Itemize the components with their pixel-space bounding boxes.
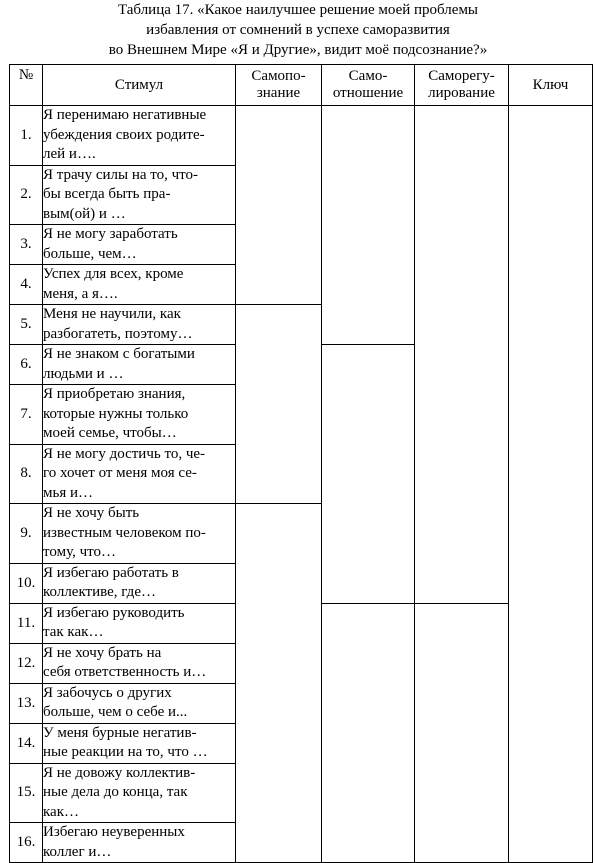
row-number: 7. [10,385,43,445]
row-number: 9. [10,504,43,564]
header-row [10,65,593,106]
stimulus-cell: Я не могу заработать больше, чем… [43,225,236,265]
table-row [10,106,593,166]
table-caption [0,0,596,60]
self-attitude-cell [322,106,415,345]
stimulus-cell: Я приобретаю знания, которые нужны только моей семье, чтобы… [43,385,236,445]
stimulus-cell: Я избегаю работать в коллективе, где… [43,563,236,603]
row-number: 4. [10,265,43,305]
row-number: 14. [10,723,43,763]
stimulus-cell: У меня бурные негатив- ные реакции на то, что … [43,723,236,763]
stimulus-cell: Я не довожу коллектив- ные дела до конца, так как… [43,763,236,823]
row-number: 10. [10,563,43,603]
stimulus-cell: Успех для всех, кроме меня, а я…. [43,265,236,305]
caption-line-3: во Внешнем Мире «Я и Другие», видит моё подсознание?» [108,42,488,58]
row-number: 12. [10,643,43,683]
self-knowledge-cell [236,504,322,863]
stimulus-cell: Избегаю неуверенных коллег и… [43,823,236,863]
row-number: 2. [10,165,43,225]
stimulus-cell: Я не знаком с богатыми людьми и … [43,345,236,385]
self-knowledge-cell [236,106,322,305]
stimulus-cell: Я трачу силы на то, что- бы всегда быть пра- вым(ой) и … [43,165,236,225]
self-regulation-cell [415,106,509,604]
stimulus-cell: Я не хочу быть известным человеком по- тому, что… [43,504,236,564]
caption-line-1: Таблица 17. «Какое наилучшее решение моей проблемы [117,2,479,18]
header-self-attitude: Само- отношение [322,65,415,106]
row-number: 8. [10,444,43,504]
row-number: 3. [10,225,43,265]
row-number: 11. [10,603,43,643]
row-number: 1. [10,106,43,166]
header-stimulus: Стимул [43,65,236,106]
stimulus-cell: Я забочусь о других больше, чем о себе и... [43,683,236,723]
stimulus-cell: Я избегаю руководить так как… [43,603,236,643]
self-knowledge-cell [236,305,322,504]
row-number: 15. [10,763,43,823]
row-number: 16. [10,823,43,863]
self-regulation-cell [415,603,509,863]
row-number: 6. [10,345,43,385]
stimulus-cell: Я не хочу брать на себя ответственность и… [43,643,236,683]
stimulus-table [9,64,593,863]
stimulus-cell: Меня не научили, как разбогатеть, поэтому… [43,305,236,345]
self-attitude-cell [322,345,415,604]
header-self-regulation: Саморегу- лирование [415,65,509,106]
stimulus-cell: Я не могу достичь то, че- го хочет от меня моя се- мья и… [43,444,236,504]
row-number: 5. [10,305,43,345]
caption-line-2: избавления от сомнений в успехе саморазвития [146,22,450,38]
header-self-knowledge: Самопо- знание [236,65,322,106]
row-number: 13. [10,683,43,723]
header-key: Ключ [509,65,593,106]
key-cell [509,106,593,863]
stimulus-cell: Я перенимаю негативные убеждения своих родите- лей и…. [43,106,236,166]
header-num: № [10,65,43,106]
self-attitude-cell [322,603,415,863]
